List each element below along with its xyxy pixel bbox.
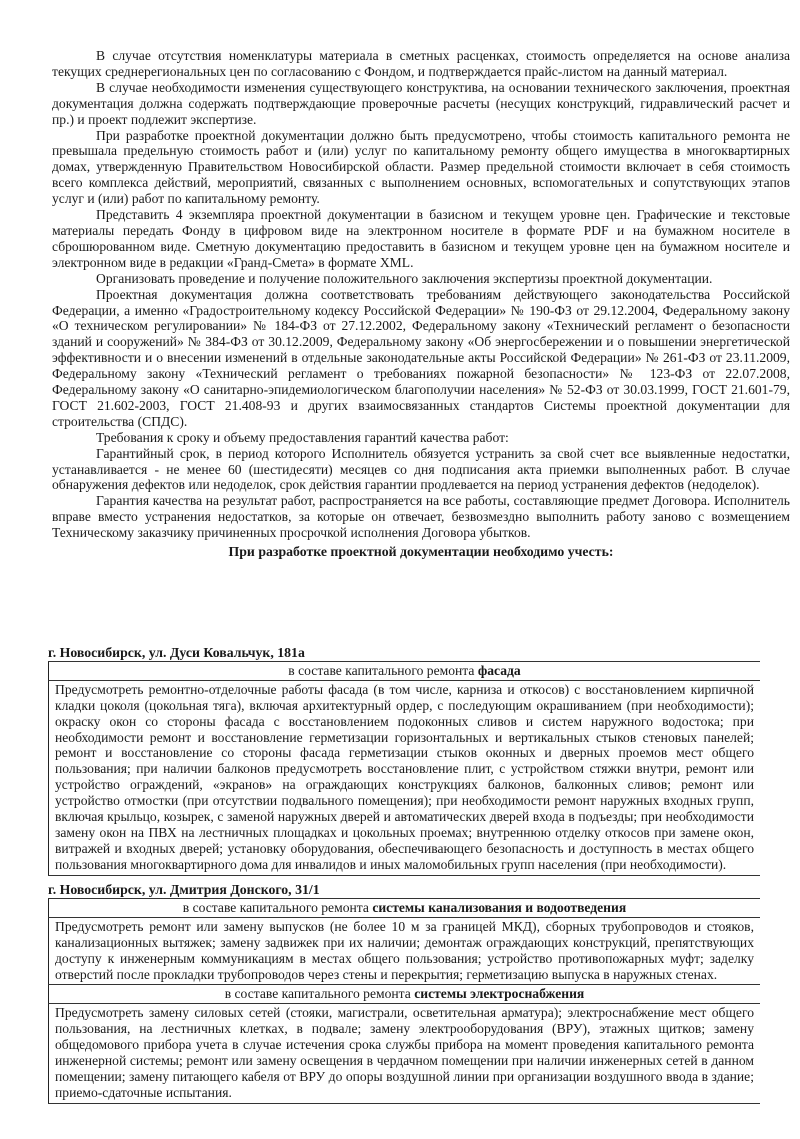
paragraph-cost-limit: При разработке проектной документации должно быть предусмотрено, чтобы стоимость капитального ремонта не превышала предельную стоимость работ и (или) услуг по капитальному ремонту общего имущества в многоквартирных домах, утвержденную Правительством Новосибирской области. Размер предельной стоимости включает в себя стоимость всего комплекса действий, мероприятий, связанных с выполнением основных, вспомогательных и сопутствующих этапов услуг и (или) работ по капитальному ремонту. <box>52 127 790 207</box>
section-title-electricity <box>49 985 761 1004</box>
section-title-bold: системы электроснабжения <box>414 986 585 1002</box>
paragraph-construct-change: В случае необходимости изменения существующего конструктива, на основании технического заключения, проектная документация должна содержать подтверждающие проверочные расчеты (несущих конструкций, гидравлический расчет и пр.) и проект подлежит экспертизе. <box>52 79 790 127</box>
paragraph-guarantee-quality: Гарантия качества на результат работ, распространяется на все работы, составляющие предмет Договора. Исполнитель вправе вместо устранения недостатков, за которые он отвечает, безвозмездно выполнить работу заново с возмещением Техническому заказчику причиненных просрочкой исполнения Договора убытков. <box>52 493 790 541</box>
paragraph-expertise: Организовать проведение и получение положительного заключения экспертизы проектной документации. <box>96 270 713 286</box>
paragraph-guarantee-period: Гарантийный срок, в период которого Исполнитель обязуется устранить за свой счет все выявленные недостатки, устанавливается - не менее 60 (шестидесяти) месяцев со дня подписания акта приемки выполненных работ. В случае обнаружения дефектов или недоделок, срок действия гарантии продлевается на период устранения дефектов (недоделок). <box>52 445 790 493</box>
section-title-sewerage <box>49 898 761 917</box>
object-address: г. Новосибирск, ул. Дмитрия Донского, 31/1 <box>48 882 320 897</box>
paragraph-legislation: Проектная документация должна соответствовать требованиям действующего законодательства Российской Федерации, а именно «Градостроительному кодексу Российской Федерации» № 190-ФЗ от 29.12.2004, Федеральному закону «О техническом регулировании» № 184-ФЗ от 27.12.2002, Федеральному закону «Технический регламент о безопасности зданий и сооружений» № 384-ФЗ от 30.12.2009, Федеральному закону «Об энергосбережении и о повышении энергетической эффективности и о внесении изменений в отдельные законодательные акты Российской Федерации» № 261-ФЗ от 23.11.2009, Федеральному закону «Технический регламент о требованиях пожарной безопасности» № 123-ФЗ от 22.07.2008, Федеральному закону «О санитарно-эпидемиологическом благополучии населения» № 52-ФЗ от 30.03.1999, ГОСТ 21.601-79, ГОСТ 21.602-2003, ГОСТ 21.408-93 и других взаимосвязанных стандартов Системы проектной документации для строительства (СПДС). <box>52 286 790 429</box>
section-heading: При разработке проектной документации необходимо учесть: <box>228 544 614 560</box>
section-title-prefix: в составе капитального ремонта <box>224 986 415 1002</box>
document-page <box>52 12 790 560</box>
object-address: г. Новосибирск, ул. Дуси Ковальчук, 181а <box>48 645 305 660</box>
section-text-facade: Предусмотреть ремонтно-отделочные работы фасада (в том числе, карниза и откосов) с восстановлением кирпичной кладки цоколя (цокольная тяга), включая архитектурный ордер, с последующим окрашиванием (при необходимости); окраску окон со стороны фасада с восстановлением подоконных сливов и систем наружного водостока; при необходимости ремонт и восстановление герметизации горизонтальных и вертикальных стыков стеновых панелей; ремонт и восстановление со стороны фасада герметизации стыков оконных и дверных проемов мест общего пользования; при наличии балконов предусмотреть восстановление плит, с устройством стяжки внутри, ремонт или устройство ограждений, «экранов» на ограждающих конструкциях балконов, балконных сливов; ремонт или устройство отмостки (при отсутствии подвального помещения); при необходимости ремонт наружных входных групп, включая крыльцо, козырек, с заменой наружных дверей и автоматических дверей входа в подъезды; при необходимости замену окон на ПВХ на лестничных площадках и цокольных проемах; внутреннюю отделку откосов при замене окон, витражей и входных дверей; установку оборудования, обеспечивающего безопасность и доступность в местах общего пользования многоквартирного дома для инвалидов и иных маломобильных групп населения (при необходимости). <box>49 680 761 875</box>
section-title-facade <box>49 661 761 680</box>
requirements-table <box>48 661 760 876</box>
requirements-table <box>48 898 760 1104</box>
section-title-bold: фасада <box>477 662 521 678</box>
paragraph-copies: Представить 4 экземпляра проектной документации в базисном и текущем уровне цен. Графические и текстовые материалы передать Фонду в цифровом виде на электронном носителе в формате PDF и на бумажном носителе в сброшюрованном виде. Сметную документацию предоставить в базисном и текущем уровне цен на бумажном носителе и электронном виде в редакции «Гранд-Смета» в формате XML. <box>52 207 790 270</box>
object-block-donskogo <box>48 882 760 1104</box>
section-title-bold: системы канализования и водоотведения <box>372 899 627 915</box>
section-text-electricity: Предусмотреть замену силовых сетей (стояки, магистрали, осветительная арматура); электроснабжение мест общего пользования, на лестничных клетках, в подвале; замену электрооборудования (ВРУ), этажных щитков; замену общедомового прибора учета в случае истечения срока службы прибора на момент проведения капитального ремонта инженерной системы; ремонт или замену освещения в чердачном помещении при наличии инженерных сетей в данном помещении; замену питающего кабеля от ВРУ до опоры воздушной линии при организации воздушного ввода в здание; приемо-сдаточные испытания. <box>49 1004 761 1103</box>
section-text-sewerage: Предусмотреть ремонт или замену выпусков (не более 10 м за границей МКД), сборных трубопроводов и стояков, канализационных вытяжек; замену задвижек при их наличии; демонтаж ограждающих конструкций, препятствующих доступу к инженерным коммуникациям в местах общего пользования; устройство противопожарных муфт; заделку отверстий после прокладки трубопроводов через стены и перекрытия; герметизацию выпуска в наружных стенах. <box>49 917 761 985</box>
section-title-prefix: в составе капитального ремонта <box>182 899 373 915</box>
paragraph-material-pricing: В случае отсутствия номенклатуры материала в сметных расценках, стоимость определяется на основе анализа текущих среднерегиональных цен по согласованию с Фондом, и подтверждается прайс-листом на данный материал. <box>52 48 790 79</box>
section-title-prefix: в составе капитального ремонта <box>288 662 478 678</box>
object-block-kovalchuk <box>48 645 760 876</box>
paragraph-guarantee-requirements: Требования к сроку и объему предоставления гарантий качества работ: <box>96 429 509 445</box>
